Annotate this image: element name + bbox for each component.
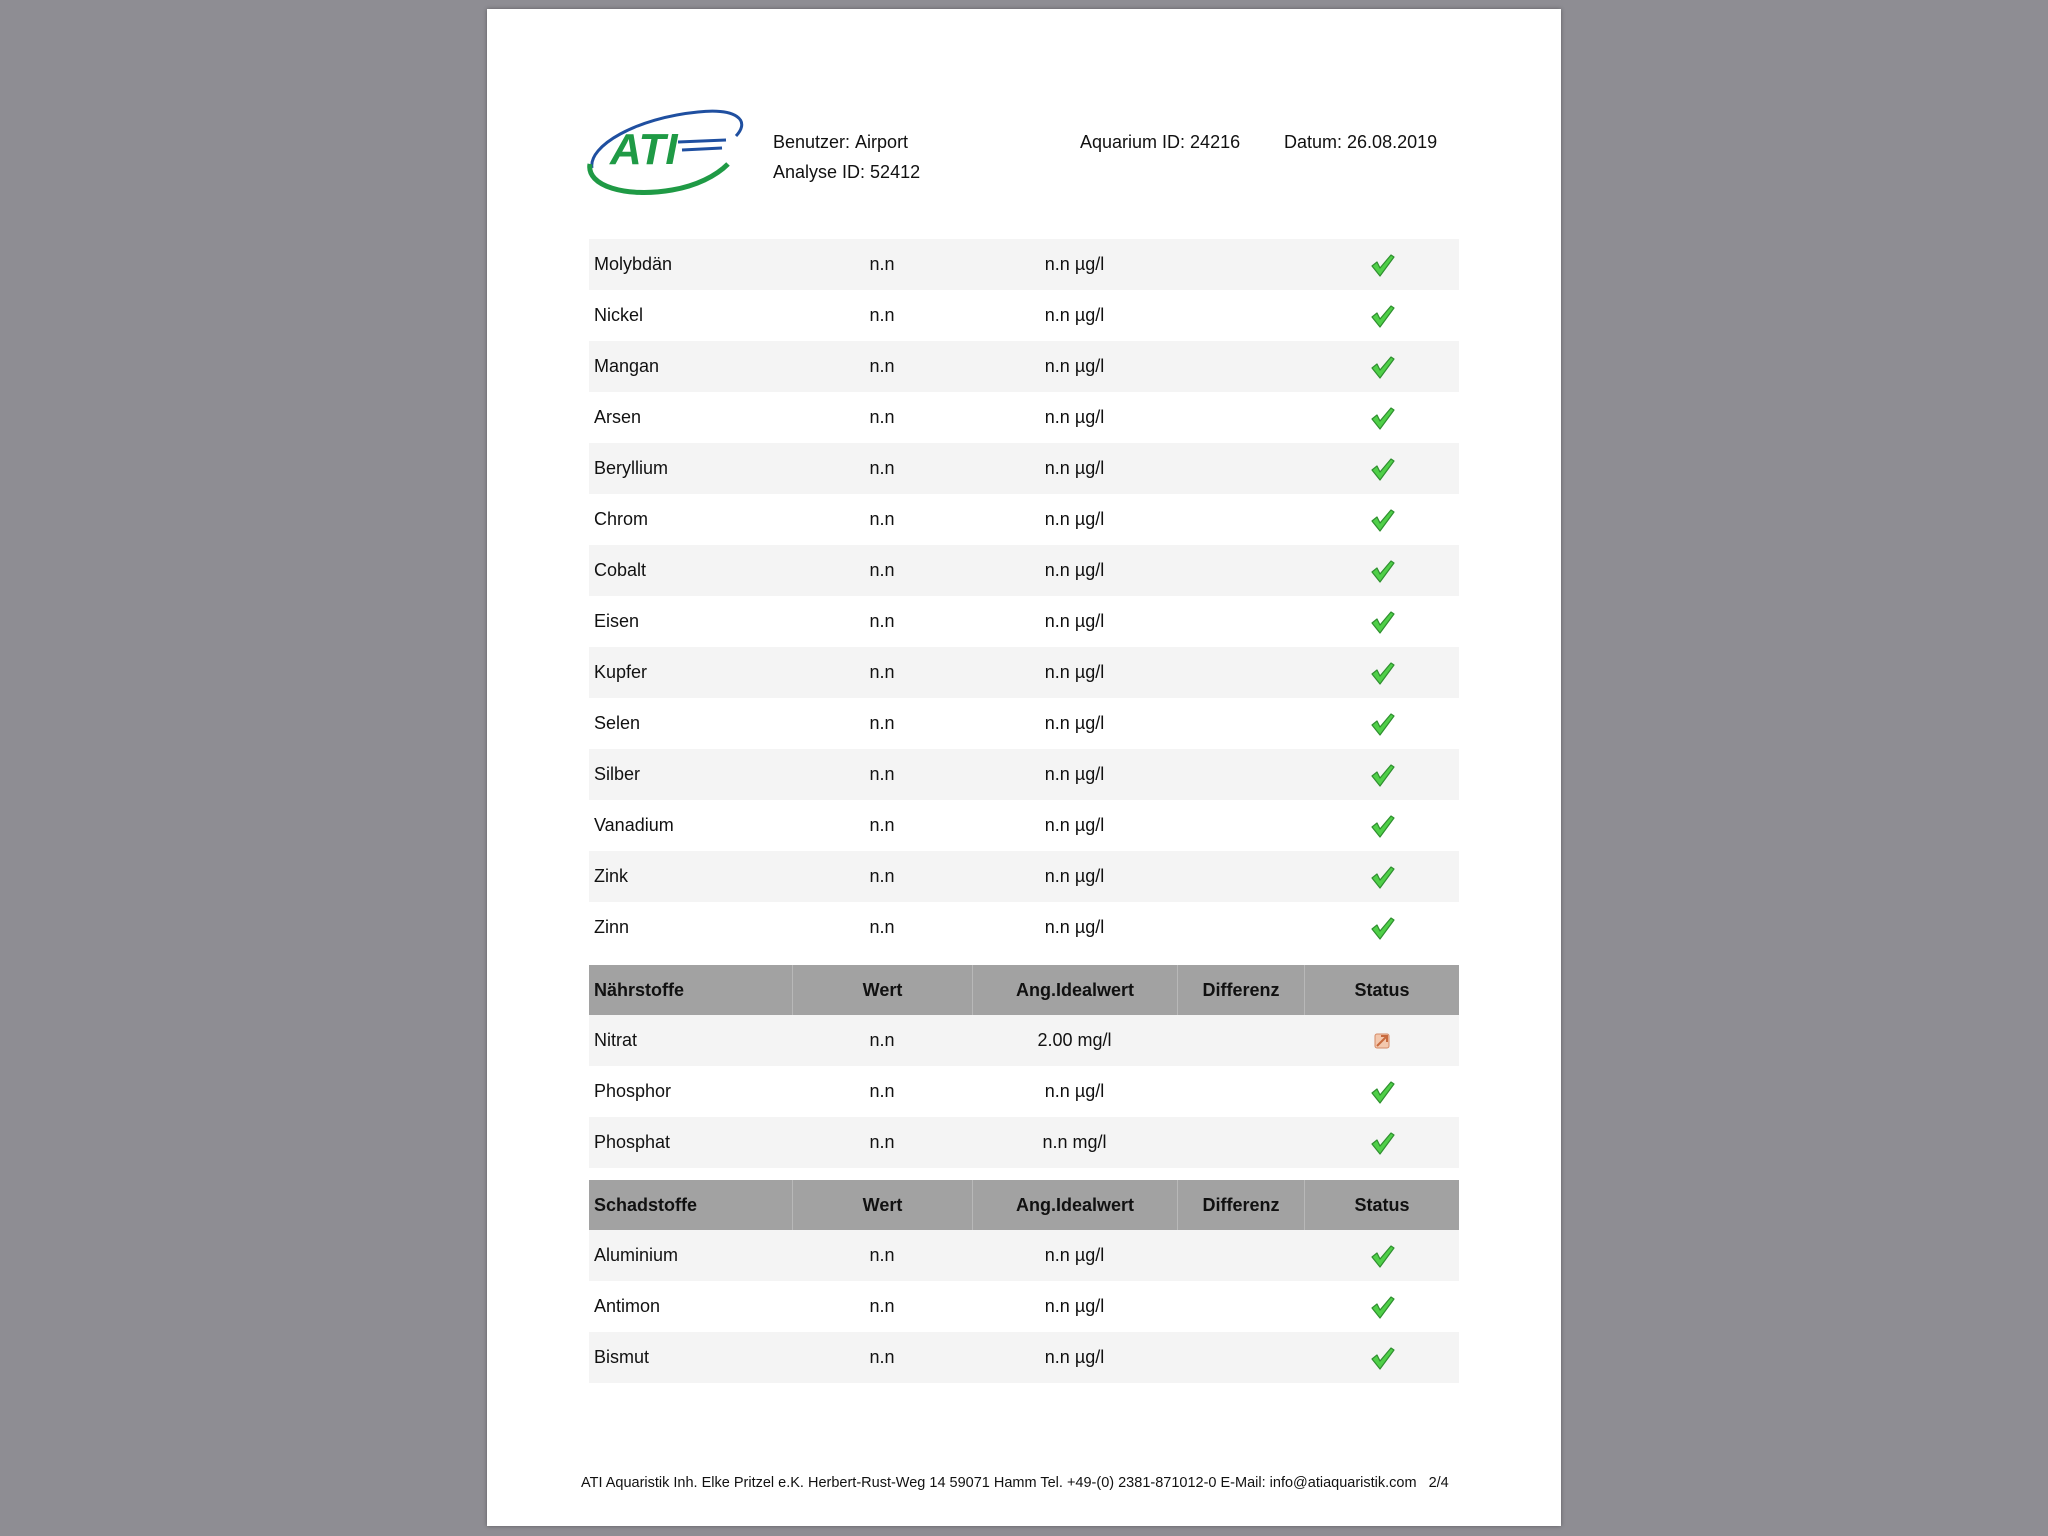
logo-text: ATI <box>610 125 678 174</box>
differenz-value <box>1177 239 1304 290</box>
status-cell <box>1304 494 1459 545</box>
element-name: Nitrat <box>594 1030 638 1050</box>
table-row <box>589 1332 1459 1383</box>
wert-value: n.n <box>869 1296 895 1316</box>
table-row <box>589 1230 1459 1281</box>
idealwert-value: n.n µg/l <box>1044 356 1105 376</box>
check-icon <box>1369 1294 1395 1320</box>
table-header-row <box>589 1180 1459 1230</box>
status-cell <box>1304 443 1459 494</box>
wert-value: n.n <box>869 1030 895 1050</box>
analysis-value: 52412 <box>870 162 921 182</box>
table-row <box>589 749 1459 800</box>
table-row <box>589 545 1459 596</box>
wert-value: n.n <box>869 1081 895 1101</box>
naehrstoffe-table <box>589 965 1459 1168</box>
idealwert-value: n.n µg/l <box>1044 815 1105 835</box>
check-icon <box>1369 915 1395 941</box>
header-status: Status <box>1304 1180 1459 1230</box>
check-icon <box>1369 762 1395 788</box>
differenz-value <box>1177 1281 1304 1332</box>
idealwert-value: n.n mg/l <box>1042 1132 1107 1152</box>
wert-value: n.n <box>869 560 895 580</box>
idealwert-value: n.n µg/l <box>1044 1081 1105 1101</box>
differenz-value <box>1177 1015 1304 1066</box>
element-name: Chrom <box>594 509 649 529</box>
header-category: Nährstoffe <box>594 979 685 1000</box>
user-value: Airport <box>855 132 909 152</box>
element-name: Phosphat <box>594 1132 671 1152</box>
status-cell <box>1304 1332 1459 1383</box>
status-cell <box>1304 341 1459 392</box>
check-icon <box>1369 1130 1395 1156</box>
header-idealwert: Ang.Idealwert <box>972 965 1177 1015</box>
check-icon <box>1369 507 1395 533</box>
check-icon <box>1369 303 1395 329</box>
table-header-row <box>589 965 1459 1015</box>
status-cell <box>1304 1117 1459 1168</box>
check-icon <box>1369 354 1395 380</box>
element-name: Mangan <box>594 356 660 376</box>
element-name: Antimon <box>594 1296 661 1316</box>
status-cell <box>1304 698 1459 749</box>
element-name: Silber <box>594 764 641 784</box>
idealwert-value: n.n µg/l <box>1044 917 1105 937</box>
aquarium-label: Aquarium ID: <box>1080 132 1186 152</box>
analysis-line <box>773 162 920 183</box>
wert-value: n.n <box>869 458 895 478</box>
element-name: Beryllium <box>594 458 669 478</box>
differenz-value <box>1177 1066 1304 1117</box>
idealwert-value: n.n µg/l <box>1044 560 1105 580</box>
check-icon <box>1369 1345 1395 1371</box>
status-cell <box>1304 392 1459 443</box>
idealwert-value: n.n µg/l <box>1044 254 1105 274</box>
idealwert-value: n.n µg/l <box>1044 662 1105 682</box>
status-cell <box>1304 596 1459 647</box>
status-cell <box>1304 290 1459 341</box>
idealwert-value: n.n µg/l <box>1044 1296 1105 1316</box>
idealwert-value: n.n µg/l <box>1044 866 1105 886</box>
wert-value: n.n <box>869 662 895 682</box>
idealwert-value: n.n µg/l <box>1044 713 1105 733</box>
table-row <box>589 851 1459 902</box>
check-icon <box>1369 660 1395 686</box>
aquarium-value: 24216 <box>1190 132 1241 152</box>
check-icon <box>1369 456 1395 482</box>
status-cell <box>1304 1015 1459 1066</box>
element-name: Zinn <box>594 917 630 937</box>
page-footer <box>581 1475 1449 1491</box>
wert-value: n.n <box>869 764 895 784</box>
spurenelemente-table <box>589 239 1459 953</box>
header-differenz: Differenz <box>1177 1180 1304 1230</box>
check-icon <box>1369 558 1395 584</box>
element-name: Cobalt <box>594 560 647 580</box>
user-line <box>773 132 908 153</box>
idealwert-value: n.n µg/l <box>1044 764 1105 784</box>
date-line <box>1284 132 1437 153</box>
table-row <box>589 341 1459 392</box>
page-number: 2/4 <box>1428 1475 1449 1491</box>
check-icon <box>1369 1243 1395 1269</box>
idealwert-value: 2.00 mg/l <box>1037 1030 1112 1050</box>
date-value: 26.08.2019 <box>1347 132 1438 152</box>
table-row <box>589 392 1459 443</box>
differenz-value <box>1177 1230 1304 1281</box>
status-cell <box>1304 1066 1459 1117</box>
table-row <box>589 1015 1459 1066</box>
differenz-value <box>1177 902 1304 953</box>
table-row <box>589 494 1459 545</box>
element-name: Arsen <box>594 407 642 427</box>
wert-value: n.n <box>869 1347 895 1367</box>
element-name: Phosphor <box>594 1081 672 1101</box>
idealwert-value: n.n µg/l <box>1044 1245 1105 1265</box>
wert-value: n.n <box>869 509 895 529</box>
wert-value: n.n <box>869 917 895 937</box>
check-icon <box>1369 252 1395 278</box>
element-name: Zink <box>594 866 629 886</box>
element-name: Kupfer <box>594 662 648 682</box>
status-cell <box>1304 1281 1459 1332</box>
wert-value: n.n <box>869 611 895 631</box>
element-name: Vanadium <box>594 815 674 835</box>
date-label: Datum: <box>1284 132 1343 152</box>
table-row <box>589 1066 1459 1117</box>
table-row <box>589 647 1459 698</box>
differenz-value <box>1177 647 1304 698</box>
element-name: Molybdän <box>594 254 673 274</box>
table-row <box>589 1281 1459 1332</box>
table-row <box>589 443 1459 494</box>
table-row <box>589 596 1459 647</box>
header-differenz: Differenz <box>1177 965 1304 1015</box>
status-cell <box>1304 1230 1459 1281</box>
idealwert-value: n.n µg/l <box>1044 509 1105 529</box>
check-icon <box>1369 609 1395 635</box>
user-label: Benutzer: <box>773 132 851 152</box>
status-cell <box>1304 851 1459 902</box>
element-name: Nickel <box>594 305 644 325</box>
differenz-value <box>1177 698 1304 749</box>
element-name: Selen <box>594 713 641 733</box>
check-icon <box>1369 405 1395 431</box>
differenz-value <box>1177 392 1304 443</box>
idealwert-value: n.n µg/l <box>1044 458 1105 478</box>
header-status: Status <box>1304 965 1459 1015</box>
check-icon <box>1369 813 1395 839</box>
differenz-value <box>1177 494 1304 545</box>
wert-value: n.n <box>869 407 895 427</box>
wert-value: n.n <box>869 866 895 886</box>
header-category: Schadstoffe <box>594 1194 698 1215</box>
wert-value: n.n <box>869 254 895 274</box>
differenz-value <box>1177 596 1304 647</box>
differenz-value <box>1177 545 1304 596</box>
differenz-value <box>1177 1117 1304 1168</box>
status-cell <box>1304 239 1459 290</box>
differenz-value <box>1177 290 1304 341</box>
table-row <box>589 698 1459 749</box>
table-row <box>589 800 1459 851</box>
wert-value: n.n <box>869 713 895 733</box>
analysis-label: Analyse ID: <box>773 162 866 182</box>
differenz-value <box>1177 443 1304 494</box>
header-wert: Wert <box>792 965 972 1015</box>
status-cell <box>1304 749 1459 800</box>
idealwert-value: n.n µg/l <box>1044 1347 1105 1367</box>
element-name: Aluminium <box>594 1245 679 1265</box>
check-icon <box>1369 711 1395 737</box>
status-cell <box>1304 800 1459 851</box>
idealwert-value: n.n µg/l <box>1044 305 1105 325</box>
status-cell <box>1304 647 1459 698</box>
check-icon <box>1369 864 1395 890</box>
element-name: Bismut <box>594 1347 650 1367</box>
table-row <box>589 902 1459 953</box>
wert-value: n.n <box>869 815 895 835</box>
status-cell <box>1304 545 1459 596</box>
differenz-value <box>1177 1332 1304 1383</box>
header-wert: Wert <box>792 1180 972 1230</box>
idealwert-value: n.n µg/l <box>1044 407 1105 427</box>
wert-value: n.n <box>869 305 895 325</box>
warning-icon <box>1369 1028 1395 1054</box>
differenz-value <box>1177 749 1304 800</box>
table-row <box>589 1117 1459 1168</box>
differenz-value <box>1177 851 1304 902</box>
check-icon <box>1369 1079 1395 1105</box>
idealwert-value: n.n µg/l <box>1044 611 1105 631</box>
footer-text: ATI Aquaristik Inh. Elke Pritzel e.K. Herbert-Rust-Weg 14 59071 Hamm Tel. +49-(0) 2381-871012-0 E-Mail: info@atiaquaristik.com <box>581 1475 1417 1491</box>
wert-value: n.n <box>869 1132 895 1152</box>
table-row <box>589 290 1459 341</box>
status-cell <box>1304 902 1459 953</box>
table-row <box>589 239 1459 290</box>
schadstoffe-table <box>589 1180 1459 1383</box>
ati-logo <box>586 106 746 196</box>
header-idealwert: Ang.Idealwert <box>972 1180 1177 1230</box>
wert-value: n.n <box>869 1245 895 1265</box>
document-page <box>487 9 1561 1526</box>
element-name: Eisen <box>594 611 640 631</box>
wert-value: n.n <box>869 356 895 376</box>
aquarium-line <box>1080 132 1240 153</box>
differenz-value <box>1177 800 1304 851</box>
differenz-value <box>1177 341 1304 392</box>
